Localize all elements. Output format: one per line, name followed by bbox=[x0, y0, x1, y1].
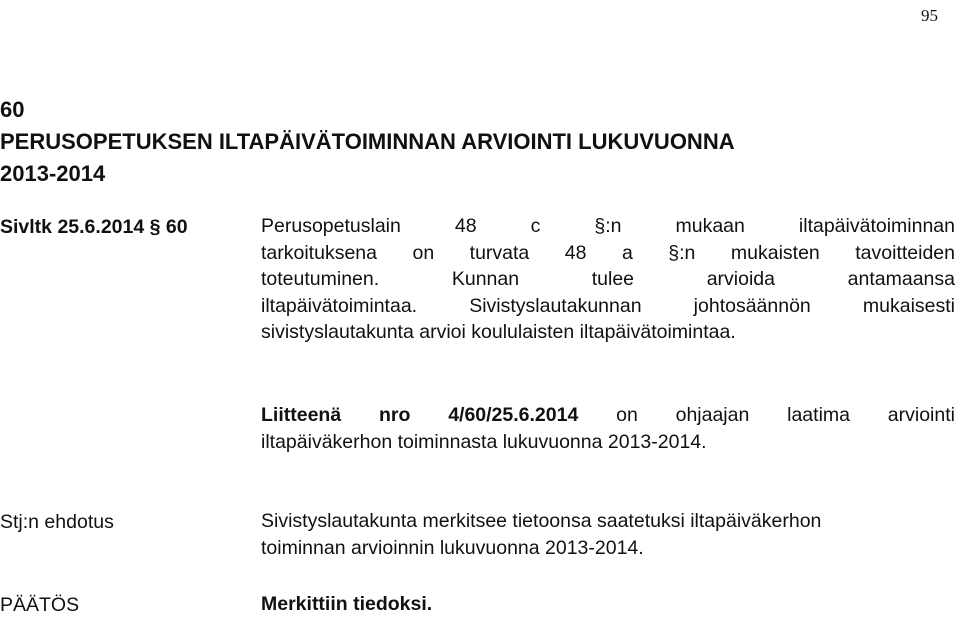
decision-text bbox=[261, 591, 955, 618]
attachment-description: on ohjaajan laatima arviointi bbox=[578, 404, 955, 426]
heading-years: 2013-2014 bbox=[0, 161, 106, 186]
heading-title: PERUSOPETUKSEN ILTAPÄIVÄTOIMINNAN ARVIOINTI LUKUVUONNA bbox=[0, 129, 735, 154]
body-line-2: tarkoituksena on turvata 48 a §:n mukaisten tavoitteiden bbox=[261, 241, 955, 264]
proposal-label: Stj:n ehdotus bbox=[0, 511, 114, 533]
decision-line: Merkittiin tiedoksi. bbox=[261, 593, 433, 615]
page-number: 95 bbox=[921, 6, 938, 25]
attachment-paragraph bbox=[261, 402, 955, 455]
body-line-1: Perusopetuslain 48 c §:n mukaan iltapäivätoiminnan bbox=[261, 215, 955, 237]
attachment-line-1 bbox=[261, 402, 955, 429]
section-symbol-number: § 60 bbox=[149, 216, 188, 238]
meeting-date: Sivltk 25.6.2014 bbox=[0, 216, 145, 238]
decision-label: PÄÄTÖS bbox=[0, 594, 80, 616]
attachment-reference: Liitteenä nro 4/60/25.6.2014 bbox=[261, 404, 579, 426]
item-body bbox=[261, 213, 955, 346]
section-heading bbox=[0, 94, 960, 190]
meeting-reference bbox=[0, 216, 255, 239]
proposal-text bbox=[261, 508, 955, 561]
body-line-4: iltapäivätoimintaa. Sivistyslautakunnan johtosäännön mukaisesti bbox=[261, 294, 955, 317]
proposal-line-1: Sivistyslautakunta merkitsee tietoonsa saatetuksi iltapäiväkerhon bbox=[261, 510, 822, 532]
heading-number: 60 bbox=[0, 97, 25, 122]
body-line-3: toteutuminen. Kunnan tulee arvioida antamaansa bbox=[261, 268, 955, 290]
proposal-line-2: toiminnan arvioinnin lukuvuonna 2013-2014. bbox=[261, 536, 644, 559]
attachment-line-2: iltapäiväkerhon toiminnasta lukuvuonna 2013-2014. bbox=[261, 430, 707, 453]
body-line-5: sivistyslautakunta arvioi koululaisten iltapäivätoimintaa. bbox=[261, 321, 736, 343]
